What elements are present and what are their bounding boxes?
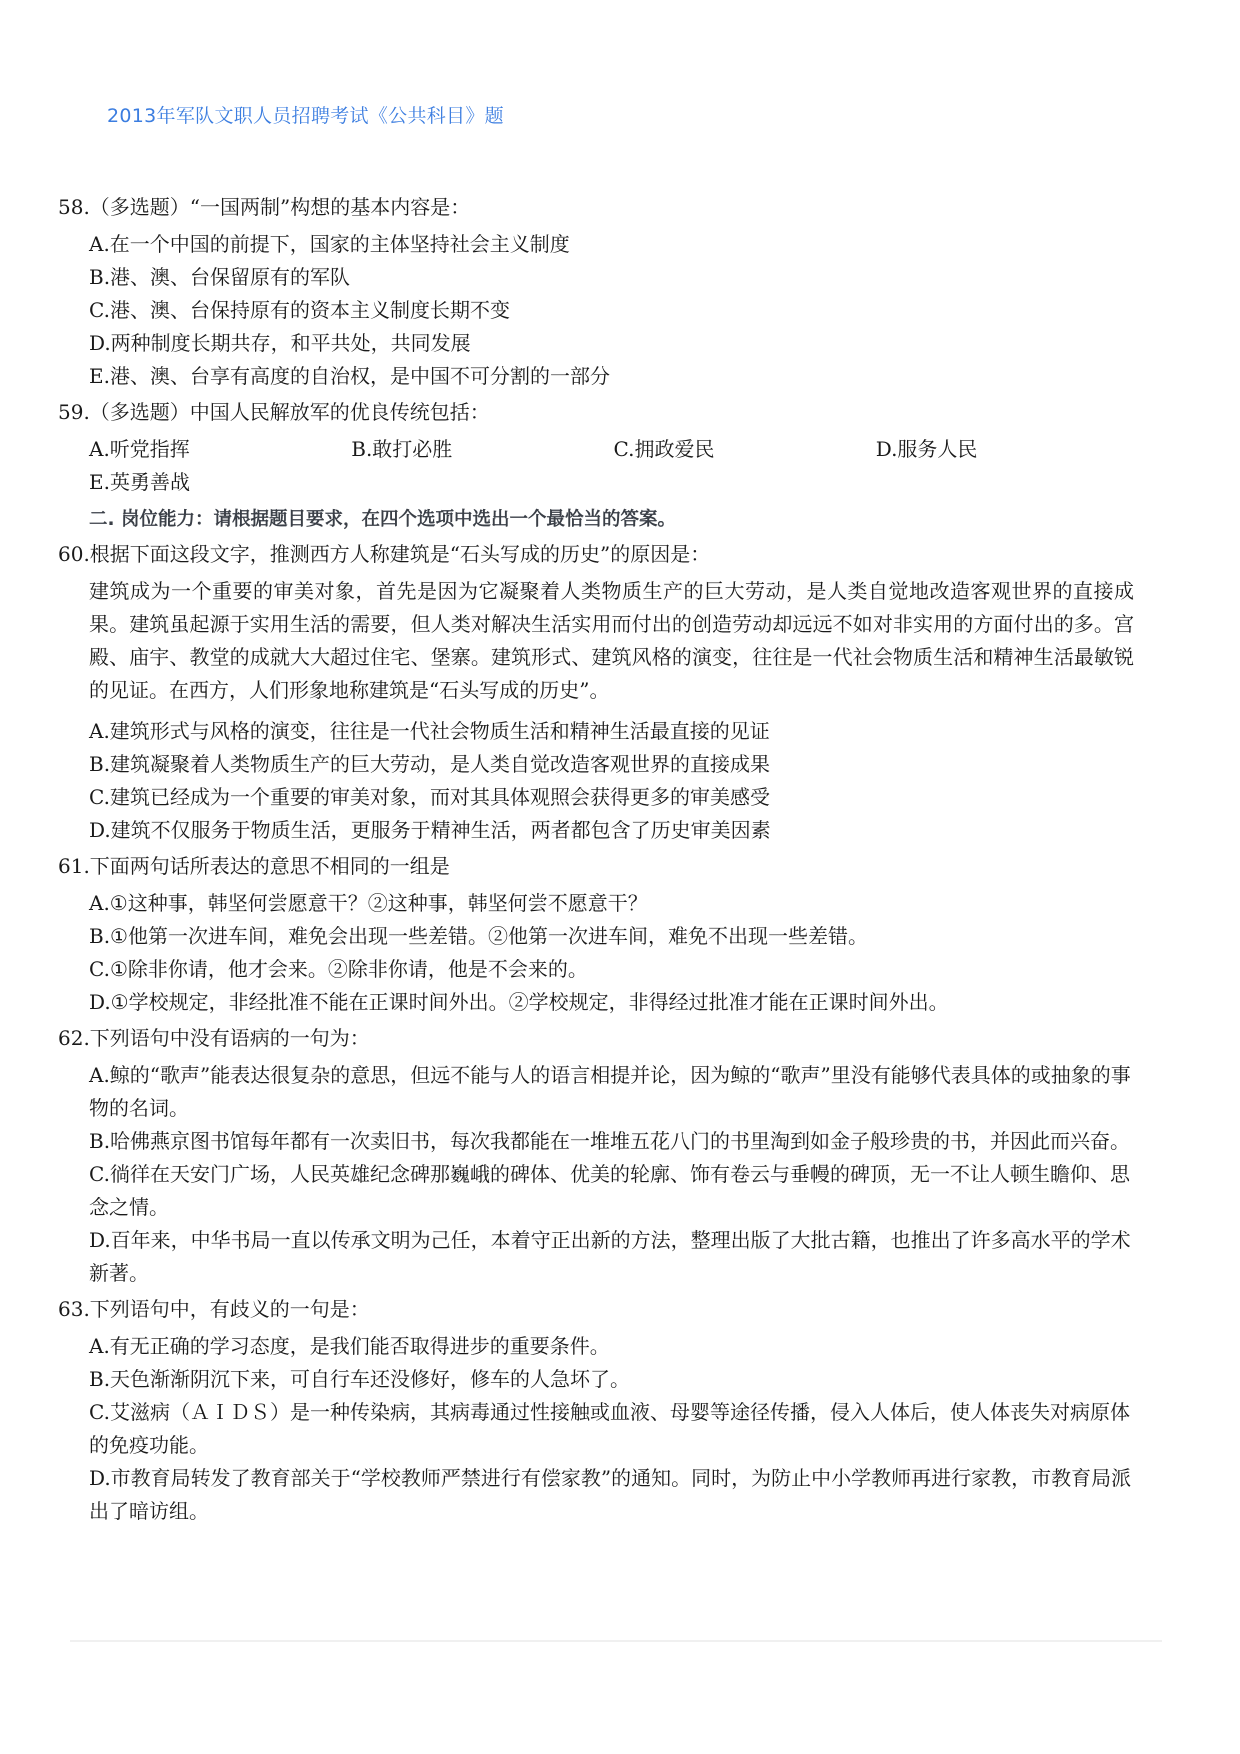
option-e: E.港、澳、台享有高度的自治权，是中国不可分割的一部分: [89, 364, 610, 388]
question-59: [58, 396, 1138, 499]
question-63: [58, 1293, 1138, 1528]
option-c: C.①除非你请，他才会来。②除非你请，他是不会来的。: [89, 957, 588, 981]
page-title: 2013年军队文职人员招聘考试《公共科目》题: [107, 105, 504, 127]
footer-divider: [70, 1640, 1162, 1642]
option-c: C.建筑已经成为一个重要的审美对象，而对其具体观照会获得更多的审美感受: [89, 785, 770, 809]
option-b: B.哈佛燕京图书馆每年都有一次卖旧书，每次我都能在一堆堆五花八门的书里淘到如金子般珍贵的书，并因此而兴奋。: [89, 1129, 1131, 1153]
option-e: E.英勇善战: [89, 470, 190, 494]
option-d: D.百年来，中华书局一直以传承文明为己任，本着守正出新的方法，整理出版了大批古籍，也推出了许多高水平的学术新著。: [89, 1228, 1131, 1285]
question-60: [58, 538, 1138, 847]
option-b: B.天色渐渐阴沉下来，可自行车还没修好，修车的人急坏了。: [89, 1367, 631, 1391]
option-b: B.敢打必胜: [351, 437, 453, 461]
option-a: A.建筑形式与风格的演变，往往是一代社会物质生活和精神生活最直接的见证: [89, 719, 770, 743]
question-stem: 63.下列语句中，有歧义的一句是：: [58, 1297, 370, 1321]
question-stem: 61.下面两句话所表达的意思不相同的一组是: [58, 854, 450, 878]
option-d: D.市教育局转发了教育部关于“学校教师严禁进行有偿家教”的通知。同时，为防止中小学教师再进行家教，市教育局派出了暗访组。: [89, 1466, 1132, 1523]
option-c: C.艾滋病（ＡＩＤＳ）是一种传染病，其病毒通过性接触或血液、母婴等途径传播，侵入人体后，使人体丧失对病原体的免疫功能。: [89, 1400, 1130, 1457]
option-b: B.①他第一次进车间，难免会出现一些差错。②他第一次进车间，难免不出现一些差错。: [89, 924, 868, 948]
option-a: A.鲸的“歌声”能表达很复杂的意思，但远不能与人的语言相提并论，因为鲸的“歌声”里没有能够代表具体的或抽象的事物的名词。: [89, 1063, 1131, 1120]
option-a: A.在一个中国的前提下，国家的主体坚持社会主义制度: [89, 232, 570, 256]
document-body: [58, 188, 1138, 1528]
option-d: D.建筑不仅服务于物质生活，更服务于精神生活，两者都包含了历史审美因素: [89, 818, 771, 842]
option-b: B.建筑凝聚着人类物质生产的巨大劳动，是人类自觉改造客观世界的直接成果: [89, 752, 771, 776]
question-58: [58, 191, 1138, 393]
option-d: D.两种制度长期共存，和平共处，共同发展: [89, 331, 471, 355]
question-62: [58, 1022, 1138, 1290]
option-a: A.有无正确的学习态度，是我们能否取得进步的重要条件。: [89, 1334, 610, 1358]
option-c: C.徜徉在天安门广场，人民英雄纪念碑那巍峨的碑体、优美的轮廓、饰有卷云与垂幔的碑顶，无一不让人顿生瞻仰、思念之情。: [89, 1162, 1130, 1219]
option-b: B.港、澳、台保留原有的军队: [89, 265, 351, 289]
option-a: A.听党指挥: [89, 437, 190, 461]
option-c: C.港、澳、台保持原有的资本主义制度长期不变: [89, 298, 510, 322]
option-a: A.①这种事，韩坚何尝愿意干？②这种事，韩坚何尝不愿意干？: [89, 891, 648, 915]
option-d: D.服务人民: [875, 437, 978, 461]
section-heading: 二. 岗位能力：请根据题目要求，在四个选项中选出一个最恰当的答案。: [89, 509, 676, 530]
question-stem: 62.下列语句中没有语病的一句为：: [58, 1026, 370, 1050]
question-stem: 58.（多选题）“一国两制”构想的基本内容是：: [58, 195, 471, 219]
question-61: [58, 850, 1138, 1019]
options-row: [58, 433, 1138, 466]
question-stem: 59.（多选题）中国人民解放军的优良传统包括：: [58, 400, 490, 424]
reading-passage: 建筑成为一个重要的审美对象，首先是因为它凝聚着人类物质生产的巨大劳动，是人类自觉地改造客观世界的直接成果。建筑虽起源于实用生活的需要，但人类对解决生活实用而付出的创造劳动却远远不如对非实用的方面付出的多。宫殿、庙宇、教堂的成就大大超过住宅、堡寨。建筑形式、建筑风格的演变，往往是一代社会物质生活和精神生活最敏锐的见证。在西方，人们形象地称建筑是“石头写成的历史”。: [89, 579, 1134, 702]
option-d: D.①学校规定，非经批准不能在正课时间外出。②学校规定，非得经过批准才能在正课时间外出。: [89, 990, 949, 1014]
option-c: C.拥政爱民: [613, 437, 715, 461]
question-stem: 60.根据下面这段文字，推测西方人称建筑是“石头写成的历史”的原因是：: [58, 542, 711, 566]
